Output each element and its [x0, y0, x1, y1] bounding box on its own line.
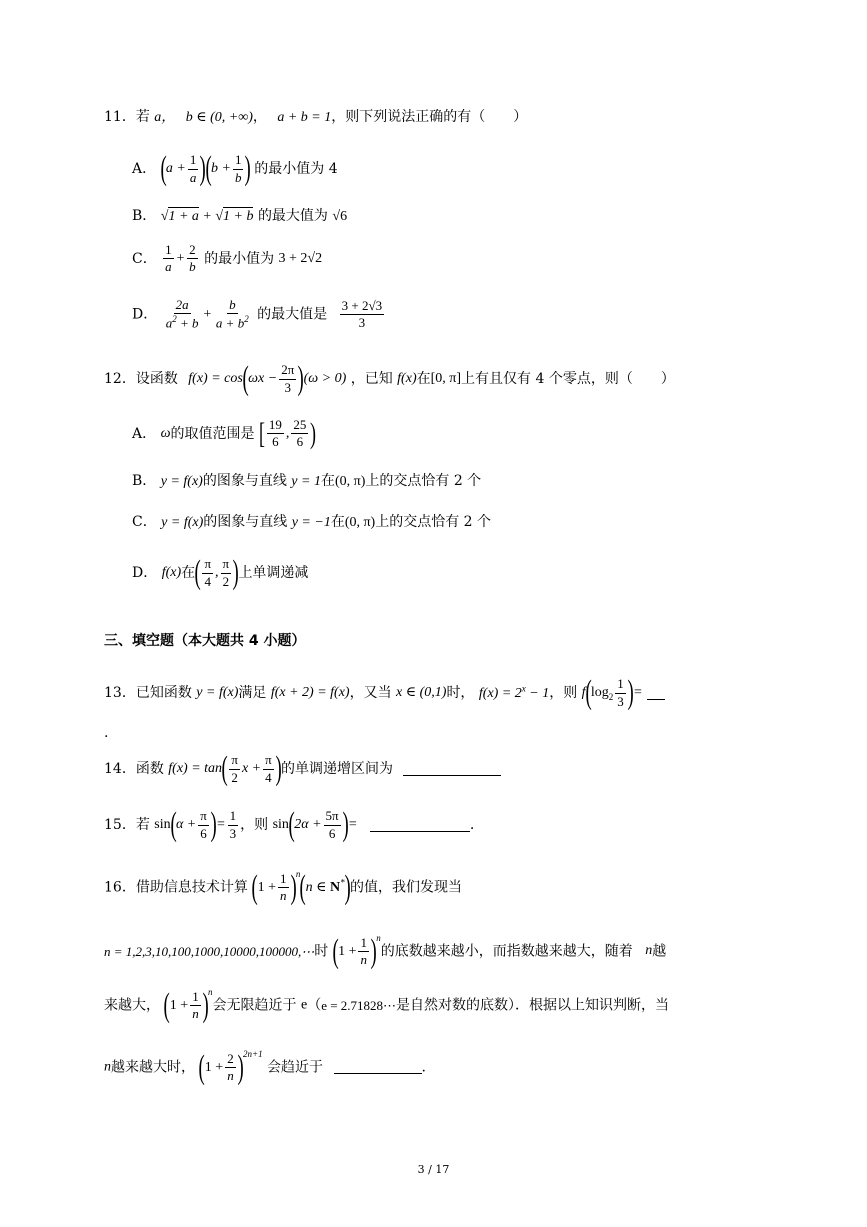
q11-option-a: A． (a + $\frac{1}{a}$ )(b + $\frac{1}{b}$ ) 的最小值为 4	[132, 150, 338, 187]
q12-option-b: B． y = f(x)的图象与直线 y = 1在(0, π)上的交点恰有 2 个	[132, 473, 482, 489]
q14-stem: 14．函数 f(x) = tan( $\frac{\pi}{2}$ x + $\frac{\pi}{4}$ )的单调递增区间为	[104, 752, 501, 786]
q11-option-c: C． $\frac{1}{a}$ + $\frac{2}{b}$ 的最小值为 3 + 2√2	[132, 242, 323, 275]
q12-option-d: D． f(x)在( $\frac{\pi}{4}$ , $\frac{\pi}{2}$ )上单调递减	[132, 554, 309, 591]
q11-option-b: B． √1 + a + √1 + b 的最大值为 √6	[132, 208, 348, 224]
q12-option-a: A． ω的取值范围是 [ $\frac{19}{6}$ , $\frac{25}{6}$ )	[132, 416, 317, 450]
q13-period: .	[104, 725, 109, 741]
q12-option-c: C． y = f(x)的图象与直线 y = −1在(0, π)上的交点恰有 2 个	[132, 514, 492, 530]
q11-stem: 11．若 a， b ∈ (0, +∞)， a + b = 1，则下列说法正确的有（ ）	[104, 109, 528, 125]
q16-line3: 来越大， (1 + $\frac{1}{n}$ )$^n$会无限趋近于 e（e = 2.71828⋯是自然对数的底数）．根据以上知识判断，当	[104, 986, 670, 1024]
q16-line1: 16．借助信息技术计算 (1 + $\frac{1}{n}$ )$^n$(n ∈ N*)的值，我们发现当	[104, 868, 462, 906]
page-number: 3 / 17	[417, 1163, 450, 1176]
q15-stem: 15．若 sin(α + $\frac{\pi}{6}$ )= $\frac{1}{3}$ ，则 sin(2α + $\frac{5\pi}{6}$ )= .	[104, 806, 475, 843]
q11-option-d: D． $\frac{2a}{a^2 + b}$ + $\frac{b}{a + b^2}$ 的最大值是 $\frac{3 + 2√3}{3}$	[132, 297, 383, 331]
q16-line4: n越来越大时， (1 + $\frac{2}{n}$ )$^{2n+1}$ 会趋近于 .	[104, 1048, 426, 1086]
q13-stem: 13．已知函数 y = f(x)满足 f(x + 2) = f(x)，又当 x ∈ (0,1)时， $f(x) = 2^x - 1$，则 $f(\log_2$ $\frac{1}{3}$ )=	[104, 676, 665, 710]
q16-line2: n = 1,2,3,10,100,1000,10000,100000,⋯时 (1 + $\frac{1}{n}$ )$^n$的底数越来越小，而指数越来越大，随着 n越	[104, 932, 667, 970]
q12-stem: 12．设函数 f(x) = cos(ωx − $\frac{2\pi}{3}$ )(ω > 0) ，已知 f(x)在[0, π]上有且仅有 4 个零点，则（ ）	[104, 360, 675, 397]
section-title: 三、填空题（本大题共 4 小题）	[104, 633, 306, 649]
